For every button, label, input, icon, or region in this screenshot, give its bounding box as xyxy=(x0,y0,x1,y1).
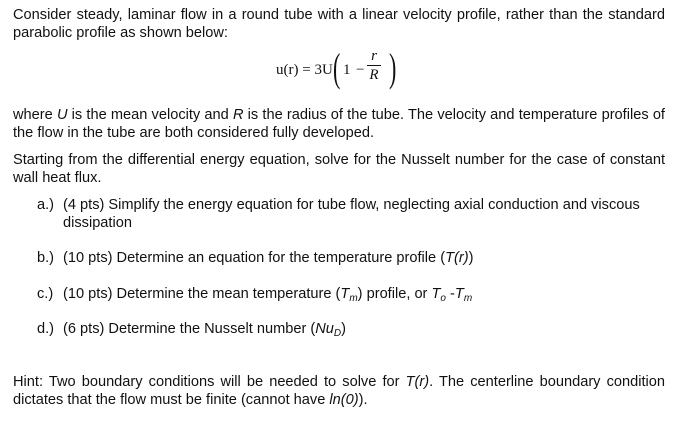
equation-fraction xyxy=(367,49,381,83)
question-c-o: o xyxy=(440,293,446,304)
question-c-m: m xyxy=(349,293,358,304)
fraction-bar xyxy=(367,65,381,66)
where-paragraph xyxy=(13,106,665,142)
equation-one: 1 xyxy=(343,62,351,78)
question-c-m2: m xyxy=(463,293,473,304)
question-c-text-2: ) profile, or xyxy=(357,286,432,302)
starting-paragraph: Starting from the differential energy equation, solve for the Nusselt number for the case of constant wall heat flux. xyxy=(13,152,665,186)
question-b-label: b.) xyxy=(37,250,55,266)
velocity-equation xyxy=(276,46,436,94)
where-text-3: is the radius of the tube. The velocity and temperature profiles of the flow in the tube are both considered fully developed. xyxy=(13,107,665,141)
question-d-Nu: Nu xyxy=(315,321,334,337)
question-b-text xyxy=(63,249,657,267)
fraction-numerator: r xyxy=(371,48,377,64)
question-b-text-2: ) xyxy=(468,250,474,266)
question-c-text-1: (10 pts) Determine the mean temperature ( xyxy=(63,286,341,302)
hint-paragraph xyxy=(13,373,665,409)
question-c-label: c.) xyxy=(37,286,54,302)
question-d-text-1: (6 pts) Determine the Nusselt number ( xyxy=(63,321,316,337)
question-d-label: d.) xyxy=(37,321,55,337)
equation-lhs: u(r) = 3U xyxy=(276,62,333,78)
question-b-text-1: (10 pts) Determine an equation for the temperature profile ( xyxy=(63,250,446,266)
where-text-1: where xyxy=(13,107,57,123)
hint-Tr: T(r) xyxy=(405,374,430,390)
where-R: R xyxy=(232,107,244,123)
hint-text-3: ). xyxy=(358,392,368,408)
question-b-T: T(r) xyxy=(445,250,469,266)
equation-minus: − xyxy=(356,62,365,78)
where-text-2: is the mean velocity and xyxy=(67,107,233,123)
intro-paragraph: Consider steady, laminar flow in a round tube with a linear velocity profile, rather than the standard parabolic profile as shown below: xyxy=(13,7,665,41)
question-d-D: D xyxy=(333,328,342,339)
equation-right-paren: ) xyxy=(388,45,397,90)
question-c-To: T xyxy=(431,286,441,302)
equation-left-paren: ( xyxy=(332,45,341,90)
question-c-Tm: T xyxy=(340,286,350,302)
fraction-denominator: R xyxy=(369,67,379,83)
hint-ln: ln(0) xyxy=(329,392,359,408)
question-c-text xyxy=(63,285,657,303)
hint-text-2: . The centerline boundary condition dictates that the flow must be finite (cannot have xyxy=(13,374,665,408)
where-U: U xyxy=(56,107,68,123)
question-a-label: a.) xyxy=(37,197,55,213)
question-c-Tm2: T xyxy=(454,286,464,302)
question-d-text-2: ) xyxy=(341,321,347,337)
question-a-text: (4 pts) Simplify the energy equation for tube flow, neglecting axial conduction and viscous dissipation xyxy=(63,197,640,231)
hint-text-1: Hint: Two boundary conditions will be needed to solve for xyxy=(13,374,406,390)
question-d-text xyxy=(63,320,657,338)
question-c-dash: - xyxy=(445,286,455,302)
